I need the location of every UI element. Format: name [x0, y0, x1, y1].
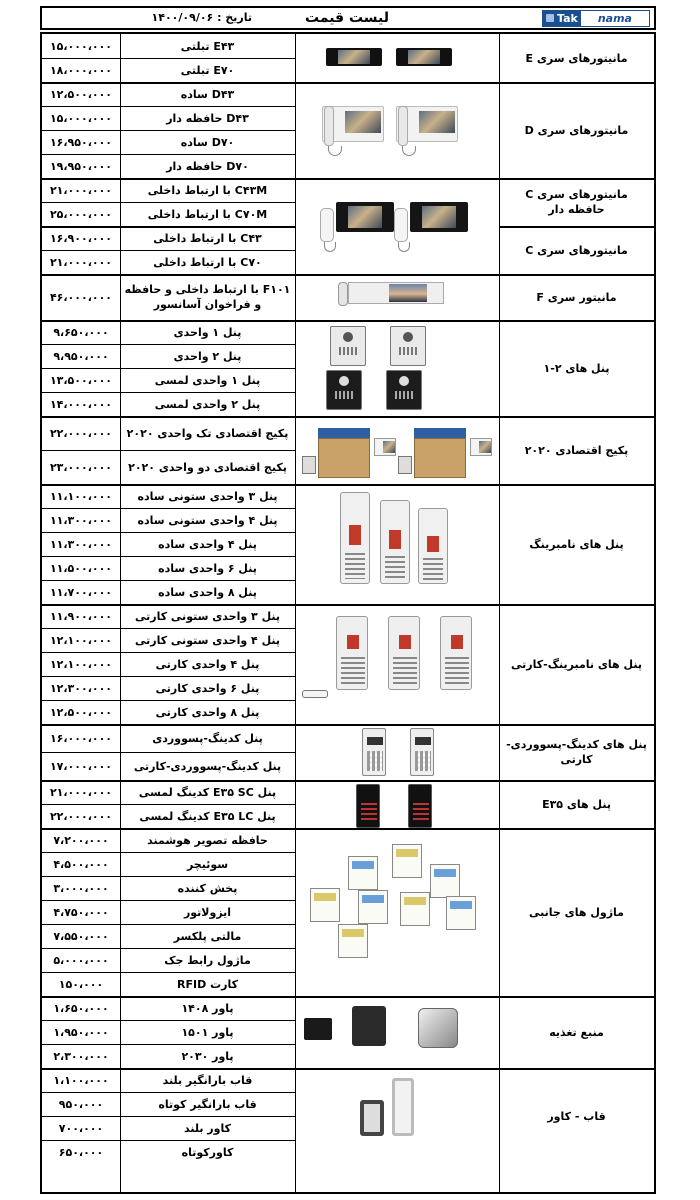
frame-cover-image	[296, 1068, 499, 1164]
keypad-icon	[367, 751, 383, 771]
category-label: پنل های E۳۵	[542, 797, 611, 811]
display-strip-icon	[347, 635, 359, 649]
short-frame-icon	[360, 1100, 384, 1136]
logo-left-text: Tak	[543, 11, 581, 26]
adapter-icon	[304, 1018, 332, 1040]
column-panel-icon	[340, 492, 370, 584]
row-price: ۱،۹۵۰،۰۰۰	[53, 1025, 109, 1039]
economy-package-image	[296, 416, 499, 484]
row-price: ۷۰۰،۰۰۰	[58, 1121, 104, 1135]
column-panel-icon	[336, 616, 368, 690]
row-item-name: پنل E۳۵ SC کدینگ لمسی	[138, 785, 277, 799]
module-box-icon	[400, 892, 430, 926]
monitor-screen-icon	[383, 441, 395, 453]
row-item-name: مالتی پلکسر	[173, 929, 242, 943]
row-item-name: D۷۰ ساده	[180, 135, 235, 149]
d-series-monitors-image	[296, 82, 499, 178]
row-price: ۱۱،۱۰۰،۰۰۰	[49, 489, 113, 503]
touch-panel-icon	[408, 784, 432, 828]
row-item-name: D۷۰ حافظه دار	[166, 159, 249, 173]
speaker-grill-icon	[335, 391, 353, 399]
cord-icon	[328, 146, 342, 156]
module-label-icon	[434, 869, 456, 877]
cord-icon	[324, 242, 336, 252]
row-item-name: ماژول رابط جک	[164, 953, 251, 967]
package-box-icon	[414, 438, 466, 478]
white-monitor-icon	[374, 438, 396, 456]
row-item-name: پنل ۳ واحدی ستونی ساده	[137, 489, 278, 503]
c-series-monitors-image	[296, 178, 499, 274]
row-price: ۲۱،۰۰۰،۰۰۰	[49, 183, 113, 197]
display-strip-icon	[389, 530, 401, 548]
row-price: ۲۲،۰۰۰،۰۰۰	[49, 426, 113, 440]
row-price: ۱۶،۹۵۰،۰۰۰	[49, 135, 113, 149]
module-label-icon	[314, 893, 336, 901]
module-label-icon	[342, 929, 364, 937]
handset-icon	[320, 208, 334, 242]
button-grid-icon	[341, 657, 365, 685]
row-item-name: پنل ۴ واحدی ساده	[158, 537, 257, 551]
category-label: مانیتورهای سری C	[525, 243, 628, 257]
monitor-screen-icon	[338, 50, 370, 64]
row-price: ۱۷،۰۰۰،۰۰۰	[49, 759, 113, 773]
module-box-icon	[338, 924, 368, 958]
column-panel-icon	[380, 500, 410, 584]
column-panel-icon	[388, 616, 420, 690]
row-item-name: پنل ۲ واحدی	[173, 349, 242, 363]
module-box-icon	[392, 844, 422, 878]
speaker-grill-icon	[339, 347, 357, 355]
row-item-name: پکیج اقتصادی تک واحدی ۲۰۲۰	[126, 426, 289, 440]
row-item-name: پاور ۱۴۰۸	[181, 1001, 234, 1015]
date-label: تاریخ :	[217, 11, 252, 24]
white-monitor-icon	[470, 438, 492, 456]
row-price: ۱۲،۵۰۰،۰۰۰	[49, 705, 113, 719]
row-price: ۱۱،۳۰۰،۰۰۰	[49, 537, 113, 551]
button-grid-icon	[423, 558, 443, 579]
button-grid-icon	[345, 553, 365, 579]
row-item-name: پنل ۴ واحدی ستونی ساده	[137, 513, 278, 527]
row-price: ۱۲،۱۰۰،۰۰۰	[49, 633, 113, 647]
row-price: ۴،۵۰۰،۰۰۰	[53, 857, 109, 871]
row-price: ۲۳،۰۰۰،۰۰۰	[49, 460, 113, 474]
door-panel-icon	[398, 456, 412, 474]
monitor-screen-icon	[479, 441, 491, 453]
row-price: ۱۹،۹۵۰،۰۰۰	[49, 159, 113, 173]
display-strip-icon	[367, 737, 383, 745]
row-price: ۱۲،۳۰۰،۰۰۰	[49, 681, 113, 695]
row-price: ۳،۰۰۰،۰۰۰	[53, 881, 109, 895]
keypad-panel-icon	[410, 728, 434, 776]
row-price: ۲،۳۰۰،۰۰۰	[53, 1049, 109, 1063]
row-price: ۷،۵۵۰،۰۰۰	[53, 929, 109, 943]
row-price: ۴۶،۰۰۰،۰۰۰	[49, 290, 113, 304]
row-item-name: پاور ۲۰۳۰	[181, 1049, 234, 1063]
touch-keys-icon	[361, 803, 377, 823]
row-price: ۲۱،۰۰۰،۰۰۰	[49, 255, 113, 269]
row-item-name: پنل ۴ واحدی کارتی	[155, 657, 260, 671]
category-label: مانیتورهای سری E	[525, 51, 628, 65]
module-label-icon	[396, 849, 418, 857]
tablet-monitor-icon	[396, 48, 452, 66]
row-item-name: سوئیچر	[186, 857, 229, 871]
row-item-name: ایزولاتور	[183, 905, 232, 919]
wide-monitor-icon	[348, 282, 444, 304]
module-label-icon	[450, 901, 472, 909]
page-title: لیست قیمت	[305, 10, 389, 26]
row-price: ۹۵۰،۰۰۰	[58, 1097, 104, 1111]
camera-lens-icon	[343, 332, 353, 342]
row-price: ۱۶،۹۰۰،۰۰۰	[49, 231, 113, 245]
touch-panel-icon	[356, 784, 380, 828]
row-price: ۶۵۰،۰۰۰	[58, 1145, 104, 1159]
button-grid-icon	[393, 657, 417, 685]
category-label: مانیتور سری F	[536, 290, 617, 304]
touch-keys-icon	[413, 803, 429, 823]
row-item-name: پخش کننده	[177, 881, 238, 895]
row-item-name: پنل کدینگ-پسووردی-کارتی	[133, 759, 282, 773]
button-grid-icon	[445, 657, 469, 685]
module-label-icon	[352, 861, 374, 869]
module-box-icon	[310, 888, 340, 922]
row-item-name: D۴۳ حافظه دار	[166, 111, 249, 125]
cord-icon	[398, 242, 410, 252]
row-item-name: E۷۰ تبلتی	[180, 63, 235, 77]
row-item-name: پنل کدینگ-پسووردی	[152, 731, 263, 745]
e-series-monitors-image	[296, 34, 499, 82]
category-label: پکیج اقتصادی ۲۰۲۰	[524, 443, 629, 457]
camera-lens-icon	[399, 376, 409, 386]
module-box-icon	[446, 896, 476, 930]
transformer-icon	[352, 1006, 386, 1046]
module-label-icon	[362, 895, 384, 903]
row-price: ۱۱،۵۰۰،۰۰۰	[49, 561, 113, 575]
door-panel-icon	[386, 370, 422, 410]
tall-frame-icon	[392, 1078, 414, 1136]
category-label: پنل های نامبرینگ	[529, 537, 624, 551]
row-price: ۹،۶۵۰،۰۰۰	[53, 325, 109, 339]
row-price: ۱،۶۵۰،۰۰۰	[53, 1001, 109, 1015]
row-price: ۱۲،۵۰۰،۰۰۰	[49, 87, 113, 101]
door-panel-icon	[326, 370, 362, 410]
camera-lens-icon	[403, 332, 413, 342]
row-item-name: C۷۰M با ارتباط داخلی	[147, 207, 268, 221]
price-list-header	[40, 6, 656, 30]
row-item-name: پنل E۳۵ LC کدینگ لمسی	[139, 809, 276, 823]
row-price: ۴،۷۵۰،۰۰۰	[53, 905, 109, 919]
handset-icon	[398, 106, 408, 146]
row-price: ۱۱،۳۰۰،۰۰۰	[49, 513, 113, 527]
row-price: ۱۸،۰۰۰،۰۰۰	[49, 63, 113, 77]
door-panel-icon	[390, 326, 426, 366]
row-item-name: C۷۰ با ارتباط داخلی	[153, 255, 262, 269]
row-price: ۱۵۰،۰۰۰	[58, 977, 104, 991]
row-price: ۱۳،۵۰۰،۰۰۰	[49, 373, 113, 387]
door-panel-icon	[330, 326, 366, 366]
monitor-screen-icon	[422, 206, 456, 228]
handset-icon	[394, 208, 408, 242]
metal-supply-icon	[418, 1008, 458, 1048]
row-item-name: پنل ۳ واحدی ستونی کارتی	[134, 609, 281, 623]
module-box-icon	[358, 890, 388, 924]
row-item-name: پنل ۲ واحدی لمسی	[154, 397, 261, 411]
category-label: پنل های کدینگ-پسووردی-کارتی	[506, 738, 647, 766]
column-panel-icon	[440, 616, 472, 690]
logo-right-text: nama	[597, 12, 632, 25]
row-item-name: قاب بارانگیر کوتاه	[158, 1097, 257, 1111]
panels-1-2-image	[296, 320, 499, 416]
module-box-icon	[348, 856, 378, 890]
date-block	[132, 8, 252, 28]
category-label: قاب - کاور	[547, 1109, 606, 1123]
door-panel-icon	[302, 456, 316, 474]
row-item-name: کاور بلند	[184, 1121, 231, 1135]
display-strip-icon	[399, 635, 411, 649]
row-item-name: پنل ۱ واحدی لمسی	[154, 373, 261, 387]
coding-panels-image	[296, 724, 499, 780]
row-price: ۷،۲۰۰،۰۰۰	[53, 833, 109, 847]
keypad-icon	[415, 751, 431, 771]
category-label: مانیتورهای سری C حافظه دار	[525, 188, 628, 216]
speaker-grill-icon	[395, 391, 413, 399]
category-label: مانیتورهای سری D	[524, 123, 629, 137]
row-price: ۱۱،۷۰۰،۰۰۰	[49, 585, 113, 599]
category-label: ماژول های جانبی	[529, 905, 624, 919]
row-item-name: پنل ۴ واحدی ستونی کارتی	[134, 633, 281, 647]
row-item-name: پنل ۶ واحدی ساده	[158, 561, 257, 575]
keypad-panel-icon	[362, 728, 386, 776]
row-item-name: پکیج اقتصادی دو واحدی ۲۰۲۰	[128, 460, 287, 474]
row-item-name: حافظه تصویر هوشمند	[147, 833, 268, 847]
row-price: ۱۵،۰۰۰،۰۰۰	[49, 39, 113, 53]
package-label-icon	[414, 428, 466, 438]
handset-icon	[324, 106, 334, 146]
taknama-logo	[542, 10, 650, 27]
power-supply-image	[296, 996, 499, 1068]
package-label-icon	[318, 428, 370, 438]
row-item-name: پنل ۶ واحدی کارتی	[155, 681, 260, 695]
row-item-name: قاب بارانگیر بلند	[162, 1073, 253, 1087]
column-panel-icon	[418, 508, 448, 584]
date-value: ۱۴۰۰/۰۹/۰۶	[151, 11, 214, 24]
row-price: ۱۱،۹۰۰،۰۰۰	[49, 609, 113, 623]
row-price: ۱۵،۰۰۰،۰۰۰	[49, 111, 113, 125]
numbering-panels-image	[296, 484, 499, 604]
row-item-name: پنل ۱ واحدی	[173, 325, 242, 339]
face-photo-icon	[389, 284, 427, 302]
monitor-screen-icon	[345, 111, 381, 133]
row-price: ۲۲،۰۰۰،۰۰۰	[49, 809, 113, 823]
row-price: ۲۵،۰۰۰،۰۰۰	[49, 207, 113, 221]
row-item-name: F۱۰۱ با ارتباط داخلی و حافظه و فراخوان آسانسور	[124, 283, 291, 311]
category-label: منبع تغذیه	[549, 1025, 604, 1039]
display-strip-icon	[451, 635, 463, 649]
category-label: پنل های ۲-۱	[543, 361, 610, 375]
row-item-name: C۴۳M با ارتباط داخلی	[147, 183, 268, 197]
row-price: ۲۱،۰۰۰،۰۰۰	[49, 785, 113, 799]
rfid-tag-icon	[302, 690, 328, 698]
cord-icon	[402, 146, 416, 156]
side-modules-image	[296, 828, 499, 996]
display-strip-icon	[427, 536, 439, 553]
category-label: پنل های نامبرینگ-کارتی	[511, 657, 642, 671]
row-item-name: پنل ۸ واحدی کارتی	[155, 705, 260, 719]
package-box-icon	[318, 438, 370, 478]
monitor-screen-icon	[419, 111, 455, 133]
row-item-name: E۴۳ تبلتی	[180, 39, 235, 53]
row-price: ۱۶،۰۰۰،۰۰۰	[49, 731, 113, 745]
handset-icon	[338, 282, 348, 306]
row-item-name: D۴۳ ساده	[180, 87, 235, 101]
black-monitor-icon	[336, 202, 394, 232]
camera-lens-icon	[339, 376, 349, 386]
price-table	[40, 32, 656, 1194]
monitor-screen-icon	[348, 206, 382, 228]
display-strip-icon	[349, 525, 361, 545]
row-item-name: پاور ۱۵۰۱	[181, 1025, 234, 1039]
black-monitor-icon	[410, 202, 468, 232]
row-item-name: C۴۳ با ارتباط داخلی	[153, 231, 262, 245]
numbering-card-panels-image	[296, 604, 499, 724]
monitor-screen-icon	[408, 50, 440, 64]
row-price: ۱۴،۰۰۰،۰۰۰	[49, 397, 113, 411]
row-price: ۱،۱۰۰،۰۰۰	[53, 1073, 109, 1087]
row-price: ۱۲،۱۰۰،۰۰۰	[49, 657, 113, 671]
module-label-icon	[404, 897, 426, 905]
row-item-name: پنل ۸ واحدی ساده	[158, 585, 257, 599]
display-strip-icon	[415, 737, 431, 745]
speaker-grill-icon	[399, 347, 417, 355]
e35-panels-image	[296, 780, 499, 828]
row-price: ۵،۰۰۰،۰۰۰	[53, 953, 109, 967]
f-series-monitor-image	[296, 274, 499, 320]
row-item-name: کارت RFID	[177, 977, 238, 991]
button-grid-icon	[385, 556, 405, 580]
module-box-icon	[430, 864, 460, 898]
row-item-name: کاورکوتاه	[181, 1145, 234, 1159]
row-price: ۹،۹۵۰،۰۰۰	[53, 349, 109, 363]
tablet-monitor-icon	[326, 48, 382, 66]
